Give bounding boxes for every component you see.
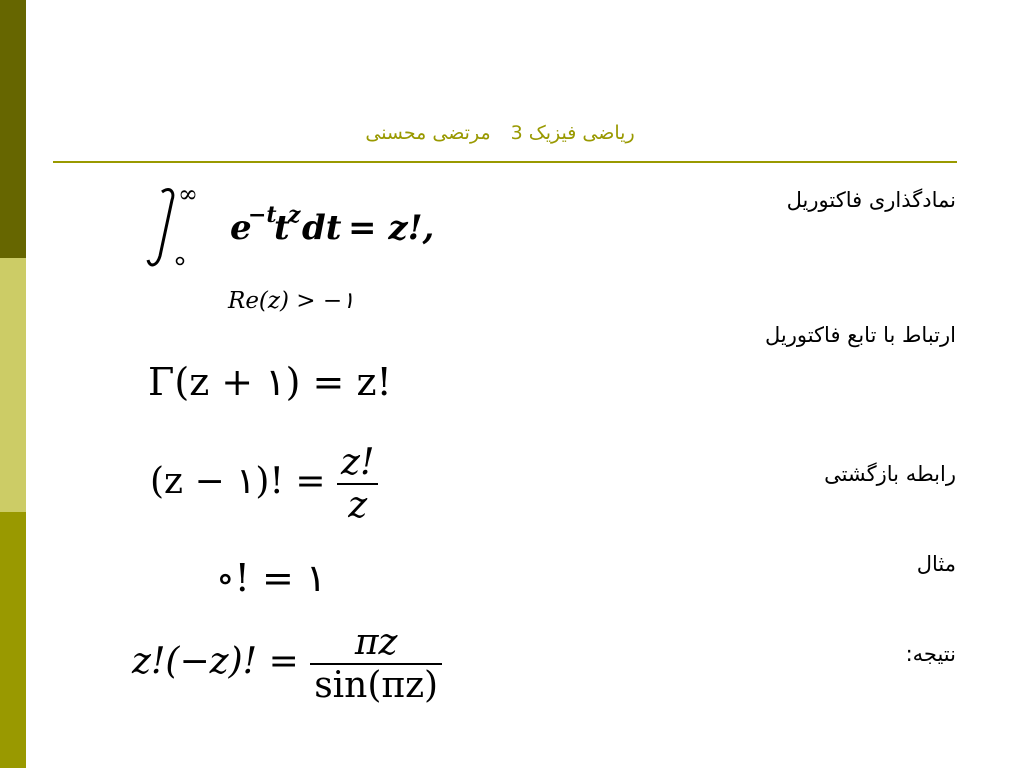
eq3-fraction <box>337 442 378 526</box>
eq5-numerator: πz <box>354 622 398 663</box>
eq5-lhs: z!(−z)! = <box>132 641 299 682</box>
header-title: رياضی فيزيک 3 <box>510 122 635 144</box>
eq3-denominator: z <box>337 483 378 526</box>
left-bar-olive <box>0 512 26 768</box>
eq1-rhs: = z!, <box>348 208 435 248</box>
label-gamma-relation: ارتباط با تابع فاکتوريل <box>764 323 956 347</box>
svg-text:−t: −t <box>248 202 277 228</box>
eq3-lhs: (z − ۱)! = <box>150 461 326 502</box>
label-factorial-notation: نمادگذاری فاکتوريل <box>786 188 956 212</box>
svg-text:∞: ∞ <box>178 186 198 208</box>
equation-example: ∘! = ۱ <box>216 556 327 600</box>
slide-header <box>300 122 700 152</box>
eq5-denominator: sin(πz) <box>310 663 442 706</box>
svg-text:z: z <box>288 202 301 228</box>
integral-sign-icon <box>146 186 486 272</box>
equation-result <box>132 622 442 706</box>
left-bar-light <box>0 258 26 512</box>
label-example: مثال <box>916 552 956 576</box>
header-author: مرتضی محسنی <box>365 122 491 144</box>
eq3-numerator: z! <box>340 442 375 483</box>
equation-gamma: Γ(z + ۱) = z! <box>148 360 392 404</box>
header-rule <box>53 161 957 163</box>
svg-text:dt: dt <box>302 208 342 248</box>
svg-text:t: t <box>274 208 290 248</box>
label-result: نتيجه: <box>905 642 956 666</box>
equation-factorial-integral <box>146 186 486 272</box>
svg-text:e: e <box>230 208 252 248</box>
eq5-fraction <box>310 622 442 706</box>
eq1-condition: Re(z) > −۱ <box>228 288 355 314</box>
equation-recursion <box>150 442 378 526</box>
left-bar-dark <box>0 0 26 258</box>
label-recursion: رابطه بازگشتی <box>824 462 956 486</box>
